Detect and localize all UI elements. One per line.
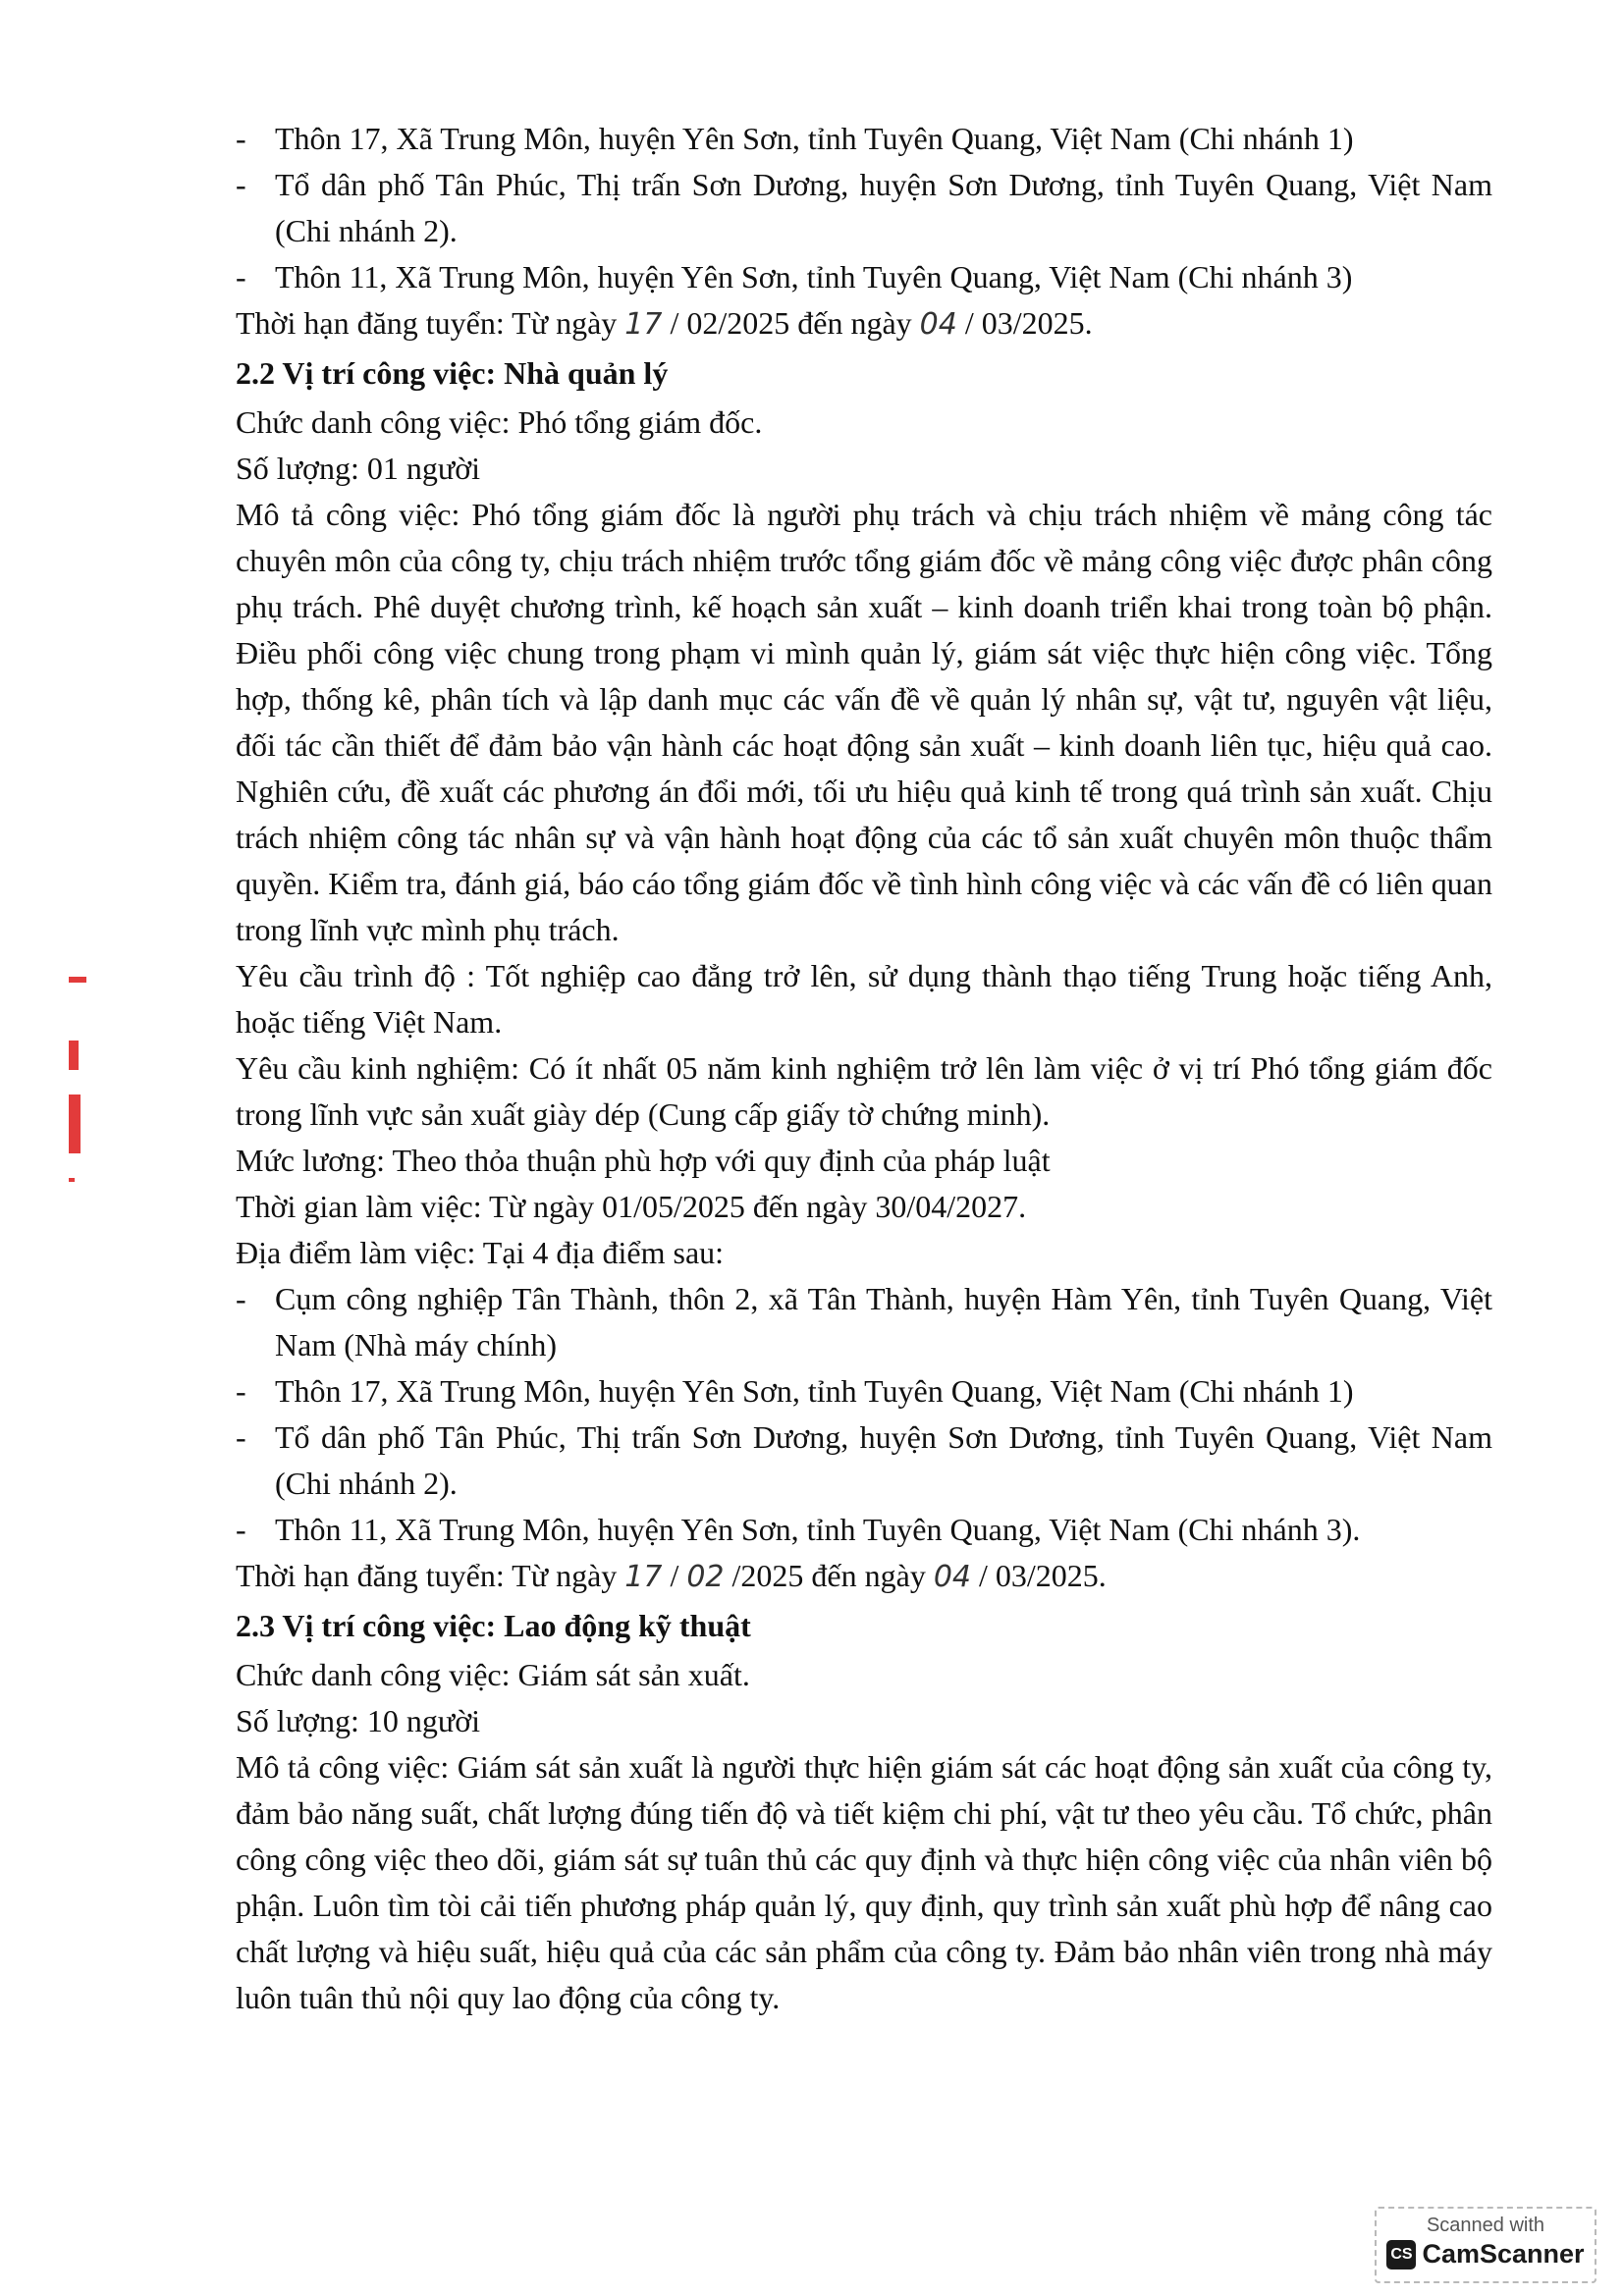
recruitment-deadline	[236, 300, 1492, 347]
list-item	[236, 116, 1492, 162]
camscanner-watermark	[1375, 2207, 1596, 2283]
location-text: Tổ dân phố Tân Phúc, Thị trấn Sơn Dương, huyện Sơn Dương, tỉnh Tuyên Quang, Việt Nam (Chi nhánh 2).	[275, 1419, 1492, 1501]
job-quantity: Số lượng: 01 người	[236, 451, 480, 486]
address-text: Thôn 11, Xã Trung Môn, huyện Yên Sơn, tỉnh Tuyên Quang, Việt Nam (Chi nhánh 3)	[275, 259, 1353, 294]
list-item	[236, 1507, 1492, 1553]
list-item	[236, 1415, 1492, 1507]
bullet-dash: -	[236, 1512, 246, 1547]
watermark-brand: CamScanner	[1422, 2239, 1585, 2269]
job-description: Mô tả công việc: Giám sát sản xuất là người thực hiện giám sát các hoạt động sản xuất của công ty, đảm bảo năng suất, chất lượng đúng tiến độ và tiết kiệm chi phí, vật tư theo yêu cầu. Tổ chức, phân công công việc theo dõi, giám sát sự tuân thủ các quy định và thực hiện công việc của nhân viên bộ phận. Luôn tìm tòi cải tiến phương pháp quản lý, quy định, quy trình sản xuất phù hợp để nâng cao chất lượng và hiệu suất, hiệu quả của các sản phẩm của công ty. Đảm bảo nhân viên trong nhà máy luôn tuân thủ nội quy lao động của công ty.	[236, 1749, 1492, 2015]
list-item	[236, 1276, 1492, 1368]
handwritten-day-from: 17	[624, 1560, 663, 1594]
bullet-dash: -	[236, 1281, 246, 1316]
deadline-from-rest: /2025 đến ngày	[724, 1558, 934, 1593]
red-margin-mark	[69, 1178, 75, 1182]
job-title: Chức danh công việc: Phó tổng giám đốc.	[236, 404, 763, 440]
bullet-dash: -	[236, 121, 246, 156]
experience-requirement: Yêu cầu kinh nghiệm: Có ít nhất 05 năm kinh nghiệm trở lên làm việc ở vị trí Phó tổng giám đốc trong lĩnh vực sản xuất giày dép (Cung cấp giấy tờ chứng minh).	[236, 1050, 1492, 1132]
recruitment-deadline	[236, 1553, 1492, 1600]
location-text: Thôn 17, Xã Trung Môn, huyện Yên Sơn, tỉnh Tuyên Quang, Việt Nam (Chi nhánh 1)	[275, 1373, 1354, 1409]
watermark-caption: Scanned with	[1426, 2215, 1545, 2236]
section-heading: 2.3 Vị trí công việc: Lao động kỹ thuật	[236, 1608, 751, 1643]
deadline-prefix: Thời hạn đăng tuyển: Từ ngày	[236, 1558, 625, 1593]
list-item	[236, 254, 1492, 300]
address-text: Tổ dân phố Tân Phúc, Thị trấn Sơn Dương, huyện Sơn Dương, tỉnh Tuyên Quang, Việt Nam (Chi nhánh 2).	[275, 167, 1492, 248]
deadline-to-rest: / 03/2025.	[956, 305, 1093, 341]
salary-text: Mức lương: Theo thỏa thuận phù hợp với quy định của pháp luật	[236, 1143, 1051, 1178]
list-item	[236, 162, 1492, 254]
bullet-dash: -	[236, 167, 246, 202]
bullet-dash: -	[236, 259, 246, 294]
deadline-to-rest: / 03/2025.	[971, 1558, 1107, 1593]
deadline-prefix: Thời hạn đăng tuyển: Từ ngày	[236, 305, 625, 341]
handwritten-day-from: 17	[624, 307, 663, 342]
handwritten-month-from: 02	[686, 1560, 725, 1594]
bullet-dash: -	[236, 1419, 246, 1455]
locations-intro: Địa điểm làm việc: Tại 4 địa điểm sau:	[236, 1235, 725, 1270]
job-title: Chức danh công việc: Giám sát sản xuất.	[236, 1657, 750, 1692]
handwritten-day-to: 04	[933, 1560, 972, 1594]
red-margin-mark	[69, 977, 86, 983]
work-time-text: Thời gian làm việc: Từ ngày 01/05/2025 đến ngày 30/04/2027.	[236, 1189, 1027, 1224]
job-description: Mô tả công việc: Phó tổng giám đốc là người phụ trách và chịu trách nhiệm về mảng công tác chuyên môn của công ty, chịu trách nhiệm trước tổng giám đốc về mảng công việc được phân công phụ trách. Phê duyệt chương trình, kế hoạch sản xuất – kinh doanh triển khai trong toàn bộ phận. Điều phối công việc chung trong phạm vi mình quản lý, giám sát việc thực hiện công việc. Tổng hợp, thống kê, phân tích và lập danh mục các vấn đề về quản lý nhân sự, vật tư, nguyên vật liệu, đối tác cần thiết để đảm bảo vận hành các hoạt động sản xuất – kinh doanh liên tục, hiệu quả cao. Nghiên cứu, đề xuất các phương án đổi mới, tối ưu hiệu quả kinh tế trong quá trình sản xuất. Chịu trách nhiệm công tác nhân sự và vận hành hoạt động của các tổ sản xuất chuyên môn thuộc thẩm quyền. Kiểm tra, đánh giá, báo cáo tổng giám đốc về tình hình công việc và các vấn đề có liên quan trong lĩnh vực mình phụ trách.	[236, 497, 1492, 947]
red-margin-mark	[69, 1095, 81, 1153]
address-text: Thôn 17, Xã Trung Môn, huyện Yên Sơn, tỉnh Tuyên Quang, Việt Nam (Chi nhánh 1)	[275, 121, 1354, 156]
list-item	[236, 1368, 1492, 1415]
education-requirement: Yêu cầu trình độ : Tốt nghiệp cao đẳng trở lên, sử dụng thành thạo tiếng Trung hoặc tiếng Anh, hoặc tiếng Việt Nam.	[236, 958, 1492, 1040]
handwritten-day-to: 04	[919, 307, 957, 342]
deadline-from-rest: / 02/2025 đến ngày	[662, 305, 920, 341]
job-quantity: Số lượng: 10 người	[236, 1703, 480, 1738]
watermark-brand-row	[1377, 2239, 1595, 2269]
deadline-separator: /	[662, 1558, 687, 1593]
camscanner-logo-icon: CS	[1386, 2240, 1416, 2269]
location-text: Thôn 11, Xã Trung Môn, huyện Yên Sơn, tỉnh Tuyên Quang, Việt Nam (Chi nhánh 3).	[275, 1512, 1361, 1547]
document-page	[236, 116, 1492, 2021]
bullet-dash: -	[236, 1373, 246, 1409]
red-margin-mark	[69, 1041, 79, 1070]
location-text: Cụm công nghiệp Tân Thành, thôn 2, xã Tân Thành, huyện Hàm Yên, tỉnh Tuyên Quang, Việt Nam (Nhà máy chính)	[275, 1281, 1492, 1362]
section-heading: 2.2 Vị trí công việc: Nhà quản lý	[236, 355, 669, 391]
